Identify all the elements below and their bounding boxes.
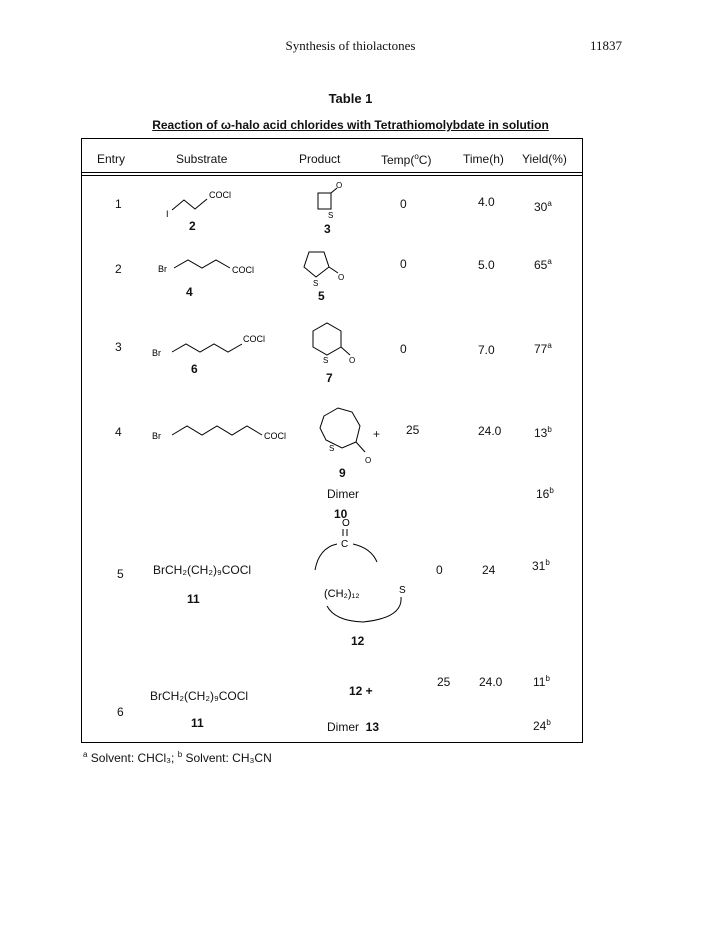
dimer-label: Dimer 13 — [327, 720, 380, 734]
header-yield: Yield(%) — [522, 152, 567, 166]
compound-number: 4 — [186, 285, 193, 299]
structure-substrate-2 — [160, 182, 250, 222]
dimer-label: Dimer — [327, 487, 359, 501]
atom-c: C — [341, 539, 349, 550]
yield-6-b: 24$^b$ — [533, 718, 551, 733]
atom-s: S — [328, 211, 334, 220]
entry-3: 3 — [115, 340, 122, 354]
atom-o: O — [342, 518, 350, 529]
atom-o: O — [349, 356, 356, 365]
time-5: 24 — [482, 563, 496, 577]
atom-br: Br — [152, 431, 161, 441]
atom-o: O — [336, 181, 343, 190]
time-4: 24.0 — [478, 424, 502, 438]
substrate-formula-6: BrCH₂(CH₂)₉COCl — [150, 689, 249, 703]
atom-cocl: COCl — [232, 265, 254, 275]
time-1: 4.0 — [478, 195, 495, 209]
atom-cocl: COCl — [243, 334, 265, 344]
product-12-plus: 12 + — [349, 684, 373, 698]
header-substrate: Substrate — [176, 152, 228, 166]
temp-6: 25 — [437, 675, 451, 689]
compound-number: 3 — [324, 222, 331, 236]
running-title: Synthesis of thiolactones — [285, 38, 416, 53]
yield-6-a: 11$^b$ — [533, 674, 550, 689]
entry-4: 4 — [115, 425, 122, 439]
table-caption: Reaction of ω-halo acid chlorides with Tetrathiomolybdate in solution — [152, 118, 549, 132]
entry-5: 5 — [117, 567, 124, 581]
atom-br: Br — [158, 264, 167, 274]
structure-thietanone-3 — [312, 178, 352, 224]
page-number: 11837 — [590, 38, 623, 53]
yield-3: 77$^a$ — [534, 341, 552, 356]
header-product: Product — [299, 152, 341, 166]
atom-o: O — [338, 273, 345, 282]
temp-5: 0 — [436, 563, 443, 577]
atom-s: S — [329, 444, 335, 453]
structure-macrocycle-12 — [305, 516, 425, 626]
table-title: Table 1 — [328, 91, 373, 106]
structure-substrate-8 — [150, 415, 300, 445]
header-entry: Entry — [97, 152, 126, 166]
yield-5: 31$^b$ — [532, 558, 550, 573]
yield-1: 30$^a$ — [534, 199, 552, 214]
yield-4: 13$^b$ — [534, 425, 552, 440]
structure-substrate-6 — [150, 330, 280, 364]
atom-o: O — [365, 456, 372, 465]
compound-number: 11 — [191, 716, 204, 730]
plus-sign: + — [373, 427, 381, 441]
structure-thiolactone-5 — [294, 240, 364, 290]
entry-6: 6 — [117, 705, 124, 719]
time-2: 5.0 — [478, 258, 495, 272]
structure-substrate-4 — [150, 250, 260, 280]
yield-4-dimer: 16$^b$ — [536, 486, 554, 501]
temp-4: 25 — [406, 423, 420, 437]
atom-i: I — [166, 209, 169, 219]
compound-number: 10 — [334, 507, 348, 521]
header-time: Time(h) — [463, 152, 504, 166]
temp-2: 0 — [400, 257, 407, 271]
compound-number: 2 — [189, 219, 196, 233]
compound-number: 11 — [187, 592, 200, 606]
compound-number: 9 — [339, 466, 346, 480]
ring-label: (CH₂)₁₂ — [324, 588, 360, 600]
header-divider-2 — [81, 175, 583, 176]
atom-cocl: COCl — [264, 431, 286, 441]
time-3: 7.0 — [478, 343, 495, 357]
atom-s: S — [313, 279, 319, 288]
atom-cocl: COCl — [209, 190, 231, 200]
temp-1: 0 — [400, 197, 407, 211]
header-temp: Temp($^o$C) — [381, 152, 432, 167]
temp-3: 0 — [400, 342, 407, 356]
structure-thiolactone-7 — [300, 318, 370, 378]
compound-number: 6 — [191, 362, 198, 376]
compound-number: 7 — [326, 371, 333, 385]
compound-number: 12 — [351, 634, 365, 648]
header-divider — [81, 172, 583, 173]
table-footnote: $^a$ Solvent: CHCl₃; $^b$ Solvent: CH₃CN — [83, 750, 272, 765]
time-6: 24.0 — [479, 675, 503, 689]
atom-br: Br — [152, 348, 161, 358]
yield-2: 65$^a$ — [534, 257, 552, 272]
substrate-formula-5: BrCH₂(CH₂)₉COCl — [153, 563, 252, 577]
entry-1: 1 — [115, 197, 122, 211]
compound-number: 5 — [318, 289, 325, 303]
atom-s: S — [323, 356, 329, 365]
entry-2: 2 — [115, 262, 122, 276]
atom-s: S — [399, 585, 406, 596]
